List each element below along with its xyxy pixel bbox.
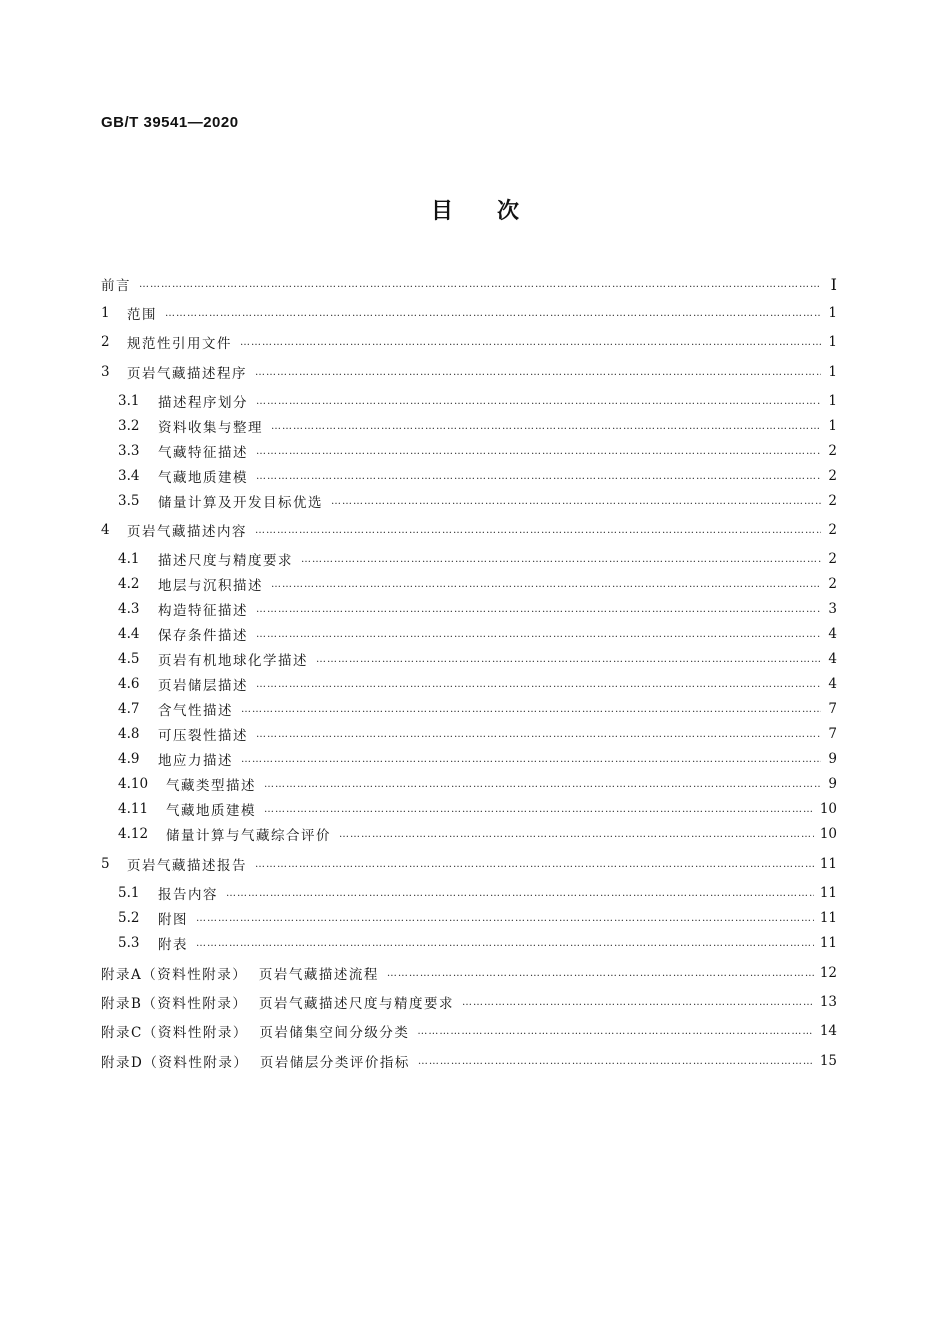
toc-entry-page: 1: [828, 305, 837, 321]
toc-entry-page: 10: [819, 826, 837, 842]
toc-entry-number: 4.12: [118, 826, 149, 842]
toc-entry-3[interactable]: [101, 361, 837, 383]
toc-entry-title: 气藏类型描述: [166, 778, 256, 794]
page-title: 目次: [430, 199, 563, 224]
toc-leader-dots: [271, 579, 821, 595]
toc-entry-title: 地应力描述: [158, 753, 233, 769]
toc-entry-title: 前言: [101, 278, 131, 294]
toc-entry-5-1[interactable]: [118, 882, 837, 904]
toc-entry-title: 页岩气藏描述内容: [127, 524, 247, 540]
toc-leader-dots: [256, 679, 821, 695]
toc-entry-2[interactable]: [101, 331, 837, 353]
toc-entry-number: 4: [101, 522, 110, 538]
toc-leader-dots: [256, 396, 821, 412]
toc-entry-page: 14: [819, 1023, 837, 1039]
toc-entry-4-1[interactable]: [118, 548, 837, 570]
toc-entry-page: 7: [828, 701, 837, 717]
toc-entry-title: 可压裂性描述: [158, 728, 248, 744]
toc-entry-number: 3.1: [118, 393, 140, 409]
toc-entry-number: 5.3: [118, 935, 140, 951]
toc-entry-title: 页岩气藏描述报告: [127, 858, 247, 874]
toc-entry-title: 地层与沉积描述: [158, 578, 263, 594]
toc-entry-page: 2: [828, 468, 837, 484]
toc-entry-number: 3.3: [118, 443, 140, 459]
toc-leader-dots: [165, 308, 821, 324]
toc-entry-page: 15: [819, 1053, 837, 1069]
toc-leader-dots: [301, 554, 821, 570]
toc-leader-dots: [271, 421, 821, 437]
toc-entry-number: 5.2: [118, 910, 140, 926]
toc-leader-dots: [417, 1026, 813, 1042]
toc-entry-4-10[interactable]: [118, 773, 837, 795]
toc-entry-title: 规范性引用文件: [127, 336, 232, 352]
toc-leader-dots: [387, 968, 814, 984]
toc-leader-dots: [316, 654, 821, 670]
toc-entry-page: 4: [828, 651, 837, 667]
toc-entry-page: 1: [828, 334, 837, 350]
toc-entry-title: 描述程序划分: [158, 395, 248, 411]
toc-entry-page: 11: [819, 856, 837, 872]
toc-leader-dots: [264, 804, 814, 820]
toc-entry-number: 3.2: [118, 418, 140, 434]
toc-entry-3-2[interactable]: [118, 415, 837, 437]
toc-entry-title: 资料收集与整理: [158, 420, 263, 436]
toc-leader-dots: [139, 279, 821, 295]
toc-entry-title: 附录B（资料性附录） 页岩气藏描述尺度与精度要求: [101, 996, 455, 1012]
toc-leader-dots: [256, 604, 821, 620]
toc-entry-5-2[interactable]: [118, 907, 837, 929]
toc-leader-dots: [256, 729, 821, 745]
toc-entry-3-1[interactable]: [118, 390, 837, 412]
toc-entry-number: 1: [101, 305, 110, 321]
toc-leader-dots: [196, 913, 814, 929]
toc-entry-title: 气藏地质建模: [166, 803, 256, 819]
toc-entry-title: 页岩有机地球化学描述: [158, 653, 308, 669]
toc-entry-title: 范围: [127, 307, 157, 323]
toc-entry-appendix-c[interactable]: [101, 1020, 837, 1042]
toc-entry-page: 3: [828, 601, 837, 617]
toc-entry-page: 11: [819, 910, 837, 926]
toc-entry-4-6[interactable]: [118, 673, 837, 695]
toc-entry-number: 4.6: [118, 676, 140, 692]
toc-entry-4-2[interactable]: [118, 573, 837, 595]
toc-entry-page: 1: [828, 364, 837, 380]
toc-entry-page: 10: [819, 801, 837, 817]
toc-leader-dots: [241, 704, 821, 720]
toc-entry-4-3[interactable]: [118, 598, 837, 620]
toc-entry-page: 12: [819, 965, 837, 981]
toc-entry-page: I: [830, 274, 837, 294]
toc-entry-page: 1: [828, 418, 837, 434]
toc-entry-title: 附录A（资料性附录） 页岩气藏描述流程: [101, 967, 379, 983]
toc-entry-title: 储量计算与气藏综合评价: [166, 828, 331, 844]
toc-entry-page: 2: [828, 576, 837, 592]
standard-code: GB/T 39541—2020: [101, 114, 239, 131]
toc-entry-number: 5: [101, 856, 110, 872]
toc-entry-appendix-b[interactable]: [101, 991, 837, 1013]
toc-entry-title: 储量计算及开发目标优选: [158, 495, 323, 511]
toc-entry-page: 2: [828, 522, 837, 538]
toc-leader-dots: [255, 525, 821, 541]
toc-entry-page: 13: [819, 994, 837, 1010]
toc-entry-3-3[interactable]: [118, 440, 837, 462]
toc-entry-number: 4.11: [118, 801, 149, 817]
toc-entry-title: 气藏特征描述: [158, 445, 248, 461]
toc-leader-dots: [241, 754, 821, 770]
toc-entry-4[interactable]: [101, 519, 837, 541]
toc-entry-title: 构造特征描述: [158, 603, 248, 619]
toc-entry-4-5[interactable]: [118, 648, 837, 670]
toc-entry-5[interactable]: [101, 853, 837, 875]
toc-leader-dots: [226, 888, 814, 904]
toc-leader-dots: [462, 997, 814, 1013]
toc-leader-dots: [256, 629, 821, 645]
toc-entry-title: 保存条件描述: [158, 628, 248, 644]
toc-entry-4-9[interactable]: [118, 748, 837, 770]
toc-entry-number: 4.10: [118, 776, 149, 792]
toc-entry-4-12[interactable]: [118, 823, 837, 845]
toc-entry-title: 报告内容: [158, 887, 218, 903]
toc-entry-title: 附图: [158, 912, 188, 928]
toc-entry-3-4[interactable]: [118, 465, 837, 487]
toc-entry-3-5[interactable]: [118, 490, 837, 512]
toc-entry-page: 2: [828, 443, 837, 459]
toc-entry-page: 9: [828, 751, 837, 767]
toc-entry-number: 5.1: [118, 885, 140, 901]
toc-entry-page: 2: [828, 551, 837, 567]
toc-entry-page: 9: [828, 776, 837, 792]
toc-entry-appendix-a[interactable]: [101, 962, 837, 984]
toc-entry-page: 1: [828, 393, 837, 409]
toc-entry-page: 11: [819, 935, 837, 951]
toc-entry-foreword[interactable]: [101, 273, 837, 295]
toc-entry-4-8[interactable]: [118, 723, 837, 745]
toc-entry-number: 3.5: [118, 493, 140, 509]
toc-leader-dots: [331, 496, 821, 512]
toc-leader-dots: [255, 367, 821, 383]
toc-entry-number: 4.8: [118, 726, 140, 742]
toc-entry-page: 11: [819, 885, 837, 901]
toc-entry-title: 描述尺度与精度要求: [158, 553, 293, 569]
toc-entry-title: 附录C（资料性附录） 页岩储集空间分级分类: [101, 1025, 410, 1041]
toc-entry-number: 4.7: [118, 701, 140, 717]
toc-entry-page: 7: [828, 726, 837, 742]
toc-leader-dots: [256, 446, 821, 462]
toc-entry-number: 4.2: [118, 576, 140, 592]
toc-leader-dots: [418, 1056, 814, 1072]
toc-leader-dots: [256, 471, 821, 487]
toc-leader-dots: [339, 829, 814, 845]
toc-entry-1[interactable]: [101, 302, 837, 324]
toc-entry-title: 气藏地质建模: [158, 470, 248, 486]
toc-entry-number: 3: [101, 364, 110, 380]
toc-leader-dots: [264, 779, 821, 795]
toc-leader-dots: [255, 859, 814, 875]
toc-entry-5-3[interactable]: [118, 932, 837, 954]
toc-leader-dots: [240, 337, 821, 353]
toc-entry-number: 3.4: [118, 468, 140, 484]
toc-entry-title: 页岩储层描述: [158, 678, 248, 694]
toc-entry-number: 4.5: [118, 651, 140, 667]
toc-entry-number: 4.1: [118, 551, 140, 567]
toc-entry-title: 页岩气藏描述程序: [127, 366, 247, 382]
toc-entry-number: 4.9: [118, 751, 140, 767]
toc-entry-number: 2: [101, 334, 110, 350]
toc-entry-page: 2: [828, 493, 837, 509]
toc-entry-number: 4.4: [118, 626, 140, 642]
toc-entry-title: 附录D（资料性附录） 页岩储层分类评价指标: [101, 1055, 410, 1071]
toc-entry-4-11[interactable]: [118, 798, 837, 820]
toc-entry-page: 4: [828, 676, 837, 692]
toc-entry-number: 4.3: [118, 601, 140, 617]
toc-entry-4-4[interactable]: [118, 623, 837, 645]
toc-entry-4-7[interactable]: [118, 698, 837, 720]
toc-entry-title: 附表: [158, 937, 188, 953]
toc-entry-page: 4: [828, 626, 837, 642]
toc-entry-title: 含气性描述: [158, 703, 233, 719]
toc-leader-dots: [196, 938, 814, 954]
toc-entry-appendix-d[interactable]: [101, 1050, 837, 1072]
